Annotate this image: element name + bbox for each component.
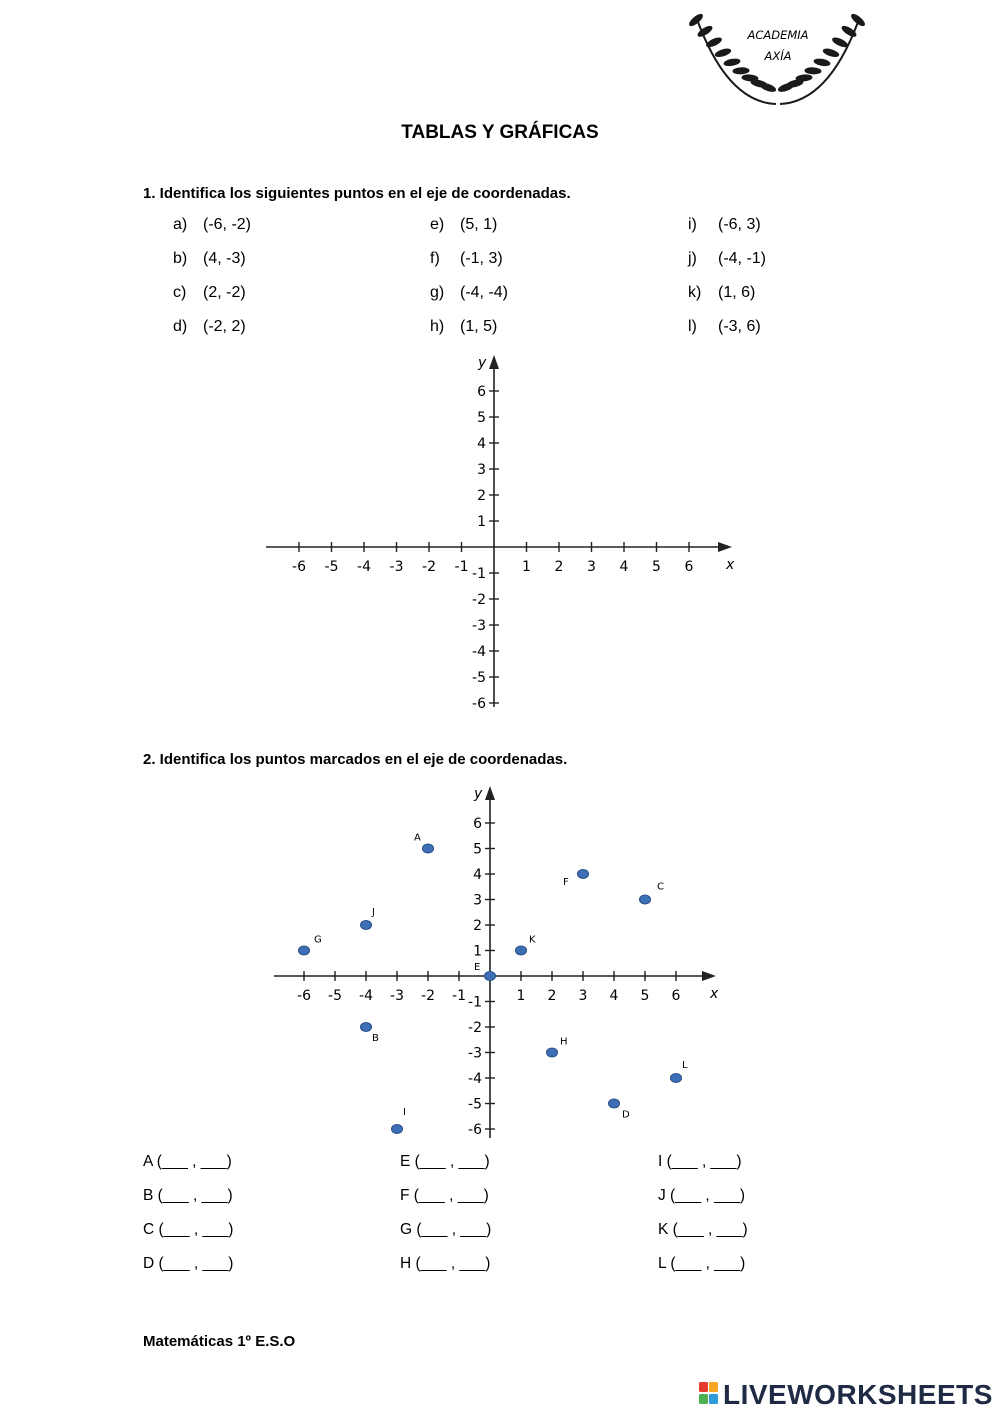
answer-blank[interactable]: K (___ , ___) — [658, 1221, 748, 1238]
laurel-leaf — [733, 67, 749, 74]
logo-line2: AXÍA — [764, 49, 792, 63]
brand-icon-block — [709, 1382, 718, 1392]
point-label-E: E — [474, 962, 481, 973]
laurel-leaf — [724, 58, 741, 67]
point-coordinates: (1, 5) — [460, 318, 498, 335]
point-item — [688, 318, 761, 336]
x-tick-label: -1 — [454, 559, 469, 575]
x-tick-label: -6 — [297, 988, 311, 1004]
x-tick-label: -4 — [359, 988, 373, 1004]
x-tick-label: 6 — [684, 559, 694, 575]
answer-blank[interactable]: E (___ , ___) — [400, 1153, 490, 1170]
y-tick-label: 1 — [473, 943, 482, 960]
logo-line1: ACADEMIA — [747, 28, 809, 42]
brand-text: LIVEWORKSHEETS — [723, 1379, 993, 1410]
x-axis-arrow — [718, 542, 732, 552]
point-coordinates: (-4, -4) — [460, 284, 508, 301]
y-tick-label: -3 — [468, 1045, 482, 1062]
x-tick-label: 3 — [578, 988, 588, 1004]
point-label-K: K — [529, 934, 536, 946]
x-tick-label: -6 — [292, 559, 306, 575]
point-I — [392, 1125, 403, 1134]
answer-blank[interactable]: I (___ , ___) — [658, 1153, 742, 1170]
y-tick-label: 5 — [473, 841, 482, 858]
y-tick-label: 4 — [477, 436, 486, 452]
y-tick-label: -3 — [472, 618, 486, 634]
y-tick-label: -5 — [472, 670, 486, 686]
x-tick-label: 4 — [609, 988, 619, 1004]
point-label-I: I — [403, 1107, 406, 1118]
point-D — [609, 1099, 620, 1108]
liveworksheets-brand — [697, 1378, 997, 1408]
point-E — [485, 972, 496, 981]
point-H — [547, 1048, 558, 1057]
point-letter: g) — [430, 284, 445, 301]
point-coordinates: (5, 1) — [460, 216, 498, 233]
y-tick-label: 2 — [477, 488, 486, 504]
coordinate-grid-empty[interactable] — [250, 345, 750, 715]
laurel-leaf — [688, 13, 704, 28]
point-letter: j) — [688, 250, 697, 267]
point-label-J: J — [372, 907, 375, 918]
point-item — [430, 216, 497, 234]
y-tick-label: -2 — [468, 1020, 482, 1036]
laurel-leaf — [814, 58, 831, 67]
laurel-leaf — [850, 13, 866, 28]
x-axis-label: x — [726, 557, 735, 573]
point-letter: d) — [173, 318, 188, 335]
laurel-leaf — [777, 82, 794, 93]
point-label-B: B — [372, 1033, 379, 1044]
brand-icon-block — [699, 1382, 708, 1392]
point-item — [173, 318, 246, 336]
point-letter: e) — [430, 216, 445, 233]
y-axis-label: y — [474, 786, 483, 802]
x-tick-label: 5 — [652, 559, 661, 575]
point-coordinates: (4, -3) — [203, 250, 246, 267]
point-item — [173, 216, 251, 234]
x-tick-label: 1 — [516, 988, 526, 1004]
y-tick-label: 3 — [473, 892, 482, 909]
y-axis-label: y — [478, 355, 487, 371]
x-tick-label: 2 — [554, 559, 564, 575]
answer-blank[interactable]: D (___ , ___) — [143, 1255, 234, 1272]
answer-blank[interactable]: A (___ , ___) — [143, 1153, 232, 1170]
laurel-leaf — [805, 67, 821, 74]
point-item — [430, 318, 497, 336]
point-label-H: H — [560, 1036, 568, 1048]
brand-icon-block — [699, 1394, 708, 1404]
question-2-heading: 2. Identifica los puntos marcados en el eje de coordenadas. — [143, 751, 568, 768]
laurel-leaf — [822, 48, 839, 59]
point-letter: b) — [173, 250, 188, 267]
point-F — [578, 870, 589, 879]
page-title: TABLAS Y GRÁFICAS — [401, 122, 599, 143]
x-tick-label: -4 — [357, 559, 371, 575]
point-label-F: F — [563, 877, 569, 888]
x-tick-label: 3 — [587, 559, 596, 575]
y-tick-label: -1 — [468, 994, 482, 1011]
point-item — [173, 250, 246, 268]
point-letter: l) — [688, 318, 697, 335]
point-letter: k) — [688, 284, 702, 301]
point-item — [173, 284, 246, 302]
point-G — [299, 946, 310, 955]
laurel-leaf — [831, 36, 848, 48]
y-tick-label: 6 — [477, 384, 486, 400]
x-tick-label: -3 — [389, 559, 404, 575]
point-item — [688, 284, 755, 302]
answer-blank[interactable]: G (___ , ___) — [400, 1221, 492, 1238]
liveworksheets-icon — [699, 1382, 718, 1404]
y-tick-label: -1 — [472, 566, 486, 582]
x-tick-label: 1 — [522, 559, 531, 575]
y-tick-label: 3 — [477, 462, 486, 478]
point-coordinates: (-4, -1) — [718, 250, 766, 267]
y-tick-label: -4 — [468, 1071, 482, 1087]
y-tick-label: -6 — [472, 696, 486, 712]
answer-blank[interactable]: H (___ , ___) — [400, 1255, 491, 1272]
x-tick-label: -1 — [452, 988, 466, 1004]
point-L — [671, 1074, 682, 1083]
point-label-G: G — [314, 934, 322, 946]
x-tick-label: 5 — [640, 988, 650, 1004]
point-item — [430, 250, 503, 268]
y-tick-label: 2 — [473, 918, 482, 934]
y-axis-arrow — [485, 786, 495, 800]
answer-blank[interactable]: C (___ , ___) — [143, 1221, 234, 1238]
x-tick-label: -5 — [328, 988, 342, 1004]
point-label-C: C — [657, 881, 664, 893]
point-label-A: A — [414, 832, 421, 844]
point-item — [688, 250, 766, 268]
point-coordinates: (-6, -2) — [203, 216, 251, 233]
point-K — [516, 946, 527, 955]
y-axis-arrow — [489, 355, 499, 369]
laurel-leaf — [759, 82, 776, 93]
y-tick-label: 6 — [473, 816, 482, 832]
x-tick-label: 6 — [671, 988, 681, 1004]
y-tick-label: -2 — [472, 592, 486, 608]
y-tick-label: 1 — [477, 514, 486, 530]
x-tick-label: -2 — [422, 559, 436, 575]
x-axis-arrow — [702, 971, 716, 981]
point-C — [640, 895, 651, 904]
point-B — [361, 1023, 372, 1032]
point-item — [430, 284, 508, 302]
footer-subject: Matemáticas 1º E.S.O — [143, 1333, 296, 1350]
point-coordinates: (-6, 3) — [718, 216, 761, 233]
x-tick-label: -5 — [324, 559, 339, 575]
x-tick-label: -2 — [421, 988, 435, 1004]
answer-blank[interactable]: L (___ , ___) — [658, 1255, 746, 1272]
x-tick-label: -3 — [390, 988, 404, 1004]
y-tick-label: -5 — [468, 1096, 482, 1113]
point-label-L: L — [682, 1060, 688, 1071]
point-A — [423, 844, 434, 853]
x-axis-label: x — [710, 986, 719, 1002]
y-tick-label: -4 — [472, 644, 486, 660]
x-tick-label: 4 — [619, 559, 629, 575]
point-coordinates: (2, -2) — [203, 284, 246, 301]
y-tick-label: -6 — [468, 1122, 482, 1138]
question-1-heading: 1. Identifica los siguientes puntos en el eje de coordenadas. — [143, 185, 571, 202]
point-J — [361, 921, 372, 930]
y-tick-label: 5 — [477, 410, 486, 426]
point-coordinates: (1, 6) — [718, 284, 756, 301]
answer-blank[interactable]: B (___ , ___) — [143, 1187, 233, 1204]
x-tick-label: 2 — [547, 988, 557, 1004]
brand-icon-block — [709, 1394, 718, 1404]
coordinate-grid-marked — [250, 780, 750, 1145]
point-letter: i) — [688, 216, 697, 233]
point-coordinates: (-2, 2) — [203, 318, 246, 335]
point-coordinates: (-1, 3) — [460, 250, 503, 267]
laurel-leaf — [714, 48, 731, 59]
answer-blank[interactable]: J (___ , ___) — [658, 1187, 746, 1204]
point-item — [688, 216, 761, 234]
y-tick-label: 4 — [473, 867, 482, 883]
answer-blank[interactable]: F (___ , ___) — [400, 1187, 489, 1204]
academia-logo — [688, 12, 868, 107]
point-letter: f) — [430, 250, 440, 267]
point-letter: c) — [173, 284, 187, 301]
point-letter: a) — [173, 216, 188, 233]
point-coordinates: (-3, 6) — [718, 318, 761, 335]
point-label-D: D — [622, 1109, 630, 1121]
point-letter: h) — [430, 318, 445, 335]
